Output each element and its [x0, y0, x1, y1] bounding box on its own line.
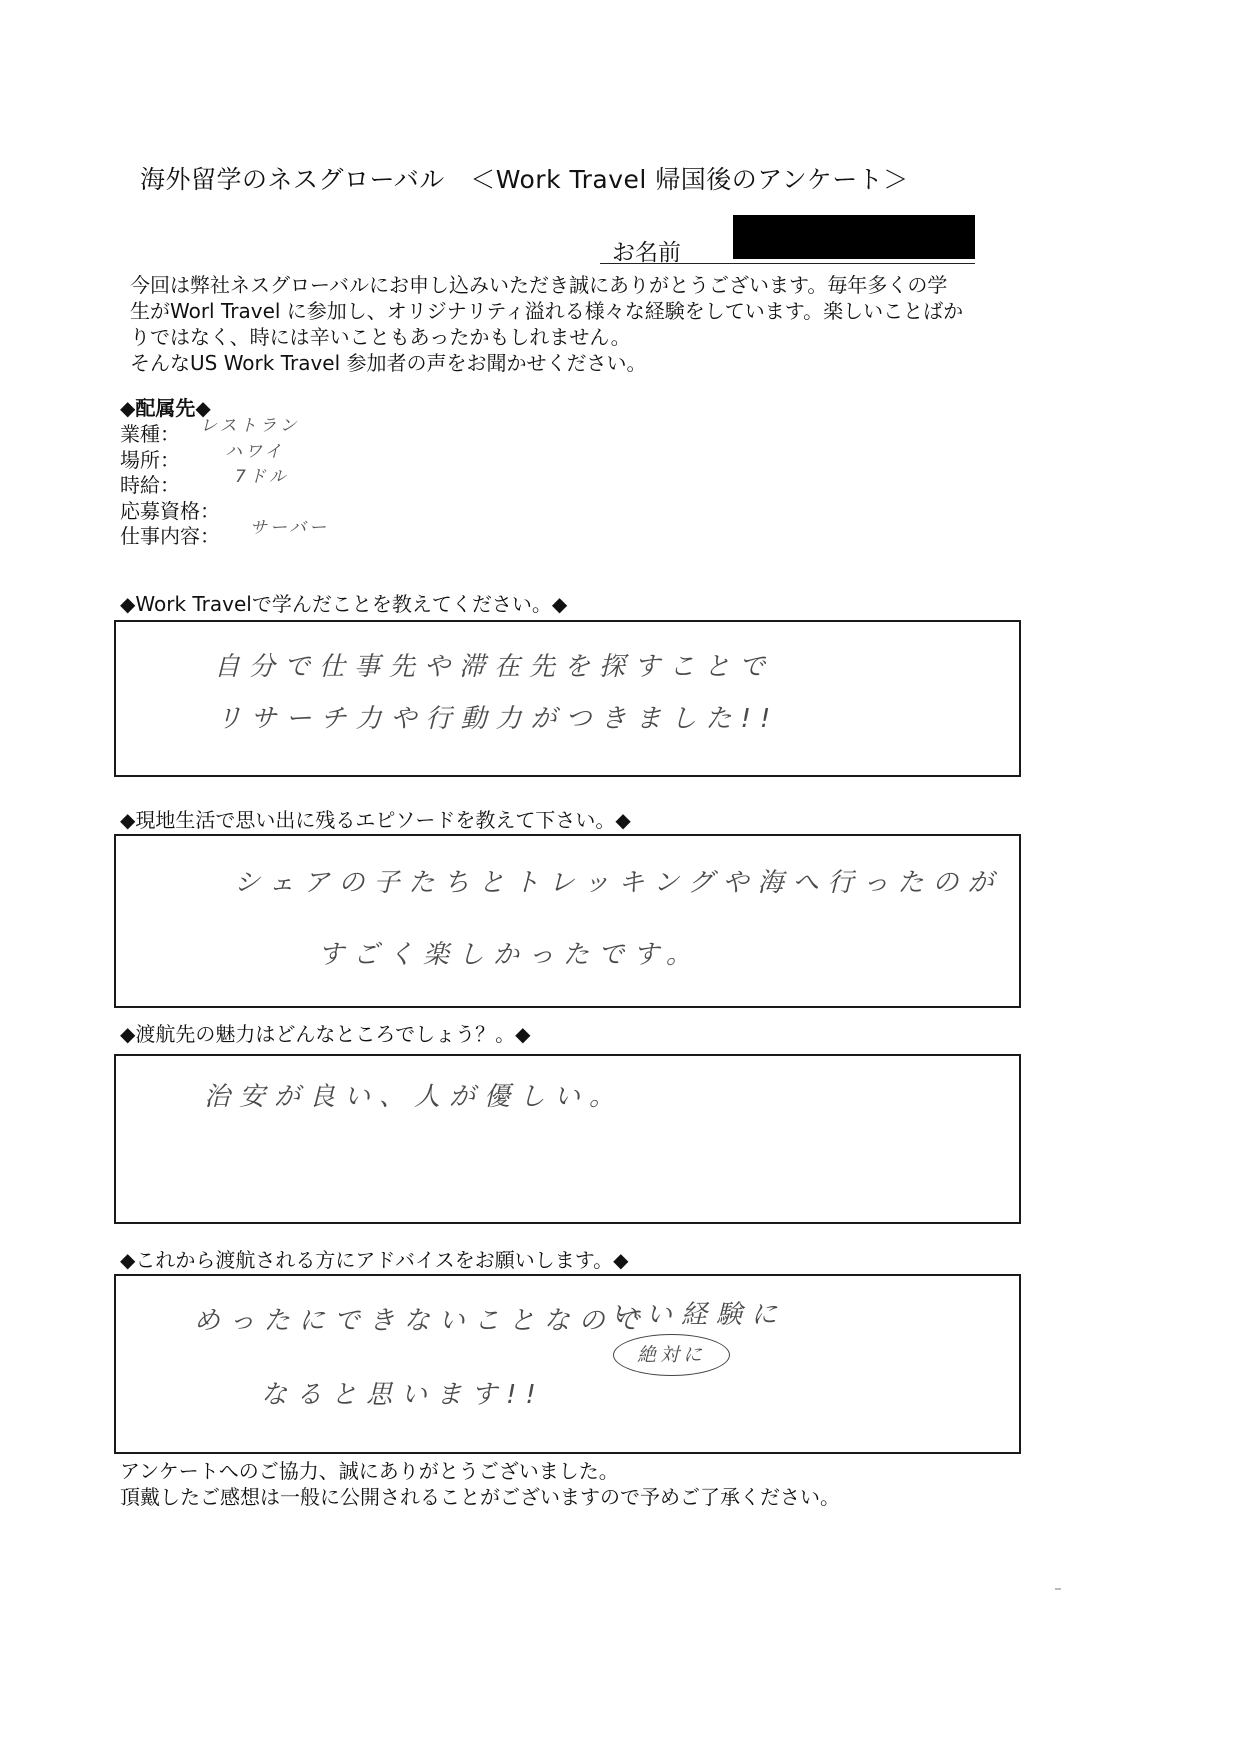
question-appeal: ◆渡航先の魅力はどんなところでしょう？。◆	[120, 1022, 531, 1046]
answer-box-episode	[114, 834, 1021, 1008]
duties-value: サーバー	[250, 518, 330, 538]
answer-line: シェアの子たちとトレッキングや海へ行ったのが	[234, 868, 1003, 898]
answer-box-learned	[114, 620, 1021, 777]
answer-line: なると思います!!	[261, 1380, 545, 1410]
answer-box-appeal	[114, 1054, 1021, 1224]
qualification-label: 応募資格：	[120, 498, 220, 523]
industry-label: 業種：	[120, 422, 180, 446]
duties-label: 仕事内容：	[120, 524, 220, 548]
name-underline	[600, 263, 975, 264]
wage-value: 7ドル	[235, 467, 289, 487]
answer-line: めったにできないことなので	[194, 1306, 649, 1336]
wage-label: 時給：	[120, 473, 180, 497]
location-label: 場所：	[120, 447, 180, 472]
placement-heading: ◆配属先◆	[120, 396, 211, 420]
answer-line: いい経験に	[611, 1300, 787, 1330]
answer-box-advice	[114, 1274, 1021, 1454]
inserted-annotation-circle: 絶対に	[613, 1334, 730, 1376]
answer-line: 自分で仕事先や滞在先を探すことで	[214, 652, 775, 682]
survey-title: 海外留学のネスグローバル ＜Work Travel 帰国後のアンケート＞	[140, 165, 909, 194]
redacted-name-block	[733, 215, 975, 259]
answer-line: リサーチ力や行動力がつきました!!	[216, 704, 780, 734]
question-advice: ◆これから渡航される方にアドバイスをお願いします。◆	[120, 1248, 629, 1272]
closing-text	[120, 1458, 840, 1510]
location-value: ハワイ	[225, 441, 285, 462]
scan-speck	[1055, 1588, 1061, 1590]
name-label: お名前	[612, 240, 681, 266]
industry-value: レストラン	[200, 416, 300, 436]
intro-line: 今回は弊社ネスグローバルにお申し込みいただき誠にありがとうございます。毎年多くの学	[130, 273, 948, 297]
intro-line: そんなUS Work Travel 参加者の声をお聞かせください。	[130, 351, 647, 375]
answer-line: 治安が良い、人が優しい。	[204, 1082, 625, 1112]
question-learned: ◆Work Travelで学んだことを教えてください。◆	[120, 592, 568, 616]
closing-line: アンケートへのご協力、誠にありがとうございました。	[120, 1459, 619, 1483]
question-episode: ◆現地生活で思い出に残るエピソードを教えて下さい。◆	[120, 808, 631, 832]
closing-line: 頂戴したご感想は一般に公開されることがございますので予めご了承ください。	[120, 1485, 840, 1509]
answer-line: すごく楽しかったです。	[318, 940, 701, 970]
intro-paragraph	[130, 272, 1030, 376]
intro-line: りではなく、時には辛いこともあったかもしれません。	[130, 325, 631, 349]
intro-line: 生がWorl Travel に参加し、オリジナリティ溢れる様々な経験をしています。楽しいことばか	[130, 299, 964, 323]
